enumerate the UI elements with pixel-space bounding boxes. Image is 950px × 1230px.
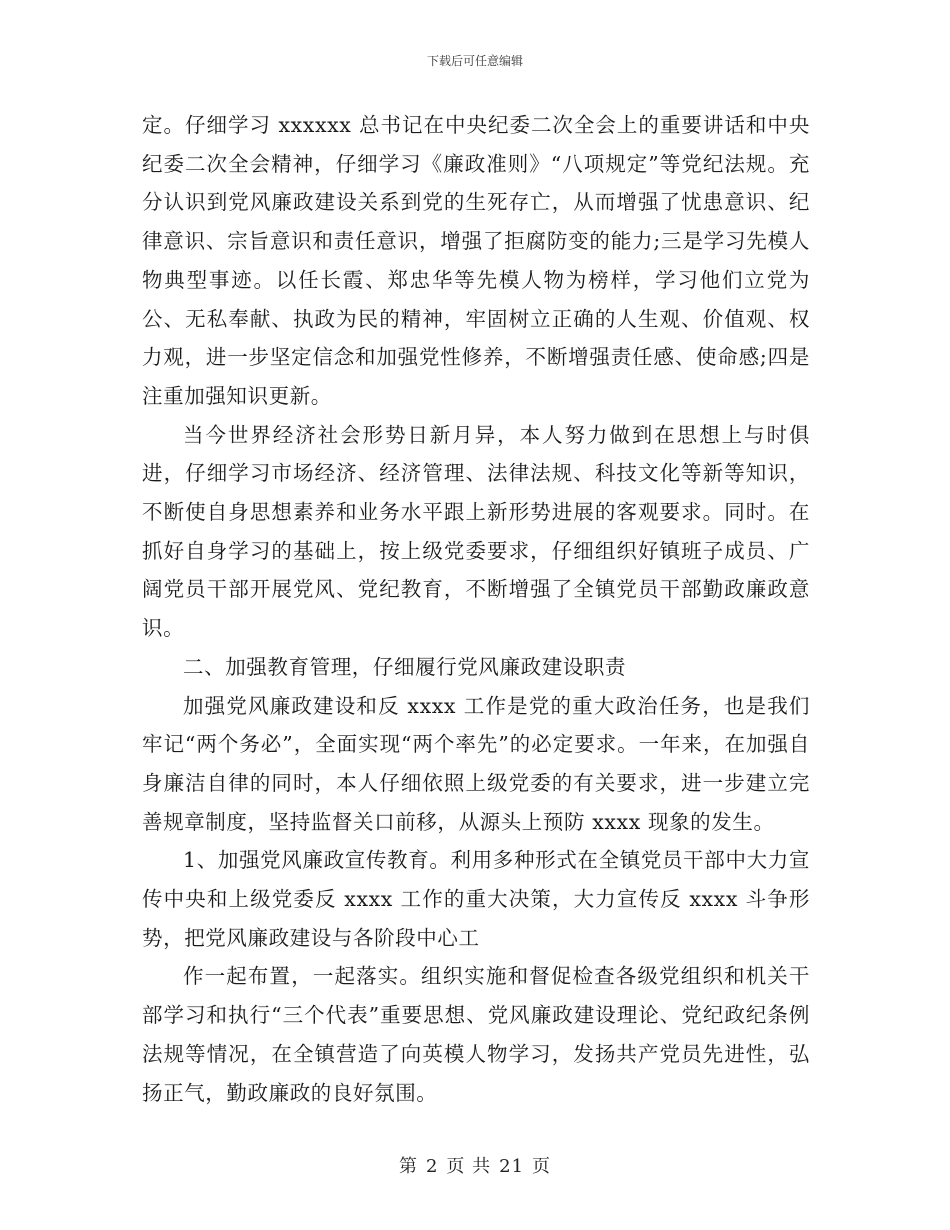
total-pages-number: 21 bbox=[499, 1156, 525, 1177]
section-heading: 二、加强教育管理，仔细履行党风廉政建设职责 bbox=[183, 654, 627, 679]
footer-prefix: 第 bbox=[398, 1156, 418, 1177]
footer-middle: 页 共 bbox=[446, 1156, 492, 1177]
page-header-note: 下载后可任意编辑 bbox=[426, 54, 523, 68]
paragraph: 1、加强党风廉政宣传教育。利用多种形式在全镇党员干部中大力宣传中央和上级党委反 xxxx 工作的重大决策，大力宣传反 xxxx 斗争形势，把党风廉政建设与各阶段中心工 bbox=[142, 848, 810, 950]
paragraph: 当今世界经济社会形势日新月异，本人努力做到在思想上与时俱进，仔细学习市场经济、经济管理、法律法规、科技文化等新等知识，不断使自身思想素养和业务水平跟上新形势进展的客观要求。同时。在抓好自身学习的基础上，按上级党委要求，仔细组织好镇班子成员、广阔党员干部开展党风、党纪教育，不断增强了全镇党员干部勤政廉政意识。 bbox=[142, 422, 810, 641]
paragraph: 作一起布置，一起落实。组织实施和督促检查各级党组织和机关干部学习和执行“三个代表”重要思想、党风廉政建设理论、党纪政纪条例法规等情况，在全镇营造了向英模人物学习，发扬共产党员先进性，弘扬正气，勤政廉政的良好氛围。 bbox=[142, 964, 810, 1105]
page-footer bbox=[0, 1152, 950, 1178]
document-body bbox=[142, 106, 810, 1112]
paragraph-continuation: 定。仔细学习 xxxxxx 总书记在中央纪委二次全会上的重要讲话和中央纪委二次全会精神，仔细学习《廉政准则》“八项规定”等党纪法规。充分认识到党风廉政建设关系到党的生死存亡，从而增强了忧患意识、纪律意识、宗旨意识和责任意识，增强了拒腐防变的能力;三是学习先模人物典型事迹。以任长霞、郑忠华等先模人物为榜样，学习他们立党为公、无私奉献、执政为民的精神，牢固树立正确的人生观、价值观、权力观，进一步坚定信念和加强党性修养，不断增强责任感、使命感;四是注重加强知识更新。 bbox=[142, 113, 810, 408]
paragraph: 加强党风廉政建设和反 xxxx 工作是党的重大政治任务，也是我们牢记“两个务必”，全面实现“两个率先”的必定要求。一年来，在加强自身廉洁自律的同时，本人仔细依照上级党委的有关要求，进一步建立完善规章制度，坚持监督关口前移，从源头上预防 xxxx 现象的发生。 bbox=[142, 693, 810, 834]
footer-suffix: 页 bbox=[532, 1156, 552, 1177]
current-page-number: 2 bbox=[425, 1156, 439, 1177]
